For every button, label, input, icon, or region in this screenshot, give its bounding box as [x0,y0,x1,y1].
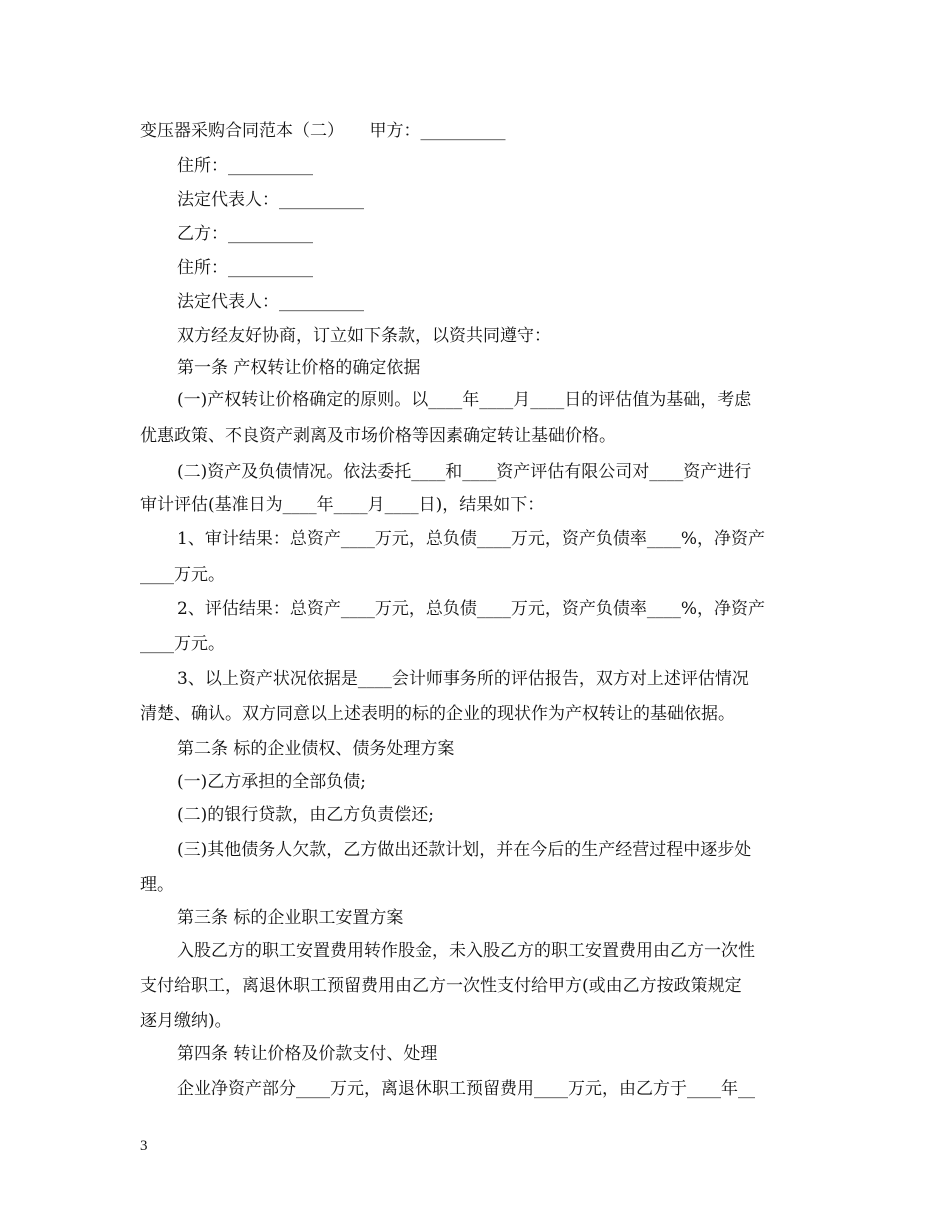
text-line: 优惠政策、不良资产剥离及市场价格等因素确定转让基础价格。 [140,426,616,446]
text-line: (一)乙方承担的全部负债; [177,772,366,792]
text-line: 理。 [140,875,174,895]
text-line: 支付给职工，离退休职工预留费用由乙方一次性支付给甲方(或由乙方按政策规定 [140,976,742,996]
text-line: 法定代表人：__________ [177,190,364,210]
text-line: (三)其他债务人欠款，乙方做出还款计划，并在今后的生产经营过程中逐步处 [177,840,752,860]
text-line: (二)的银行贷款，由乙方负责偿还; [177,805,434,825]
text-line: 企业净资产部分____万元，离退休职工预留费用____万元，由乙方于____年__ [177,1079,755,1099]
text-line: 双方经友好协商，订立如下条款，以资共同遵守： [177,326,551,346]
section-heading: 第三条 标的企业职工安置方案 [177,908,404,928]
text-line: 逐月缴纳)。 [140,1011,232,1031]
text-line: 入股乙方的职工安置费用转作股金，未入股乙方的职工安置费用由乙方一次性 [177,941,755,961]
page-number: 3 [140,1138,148,1154]
text-line: ____万元。 [140,565,225,585]
text-line: (二)资产及负债情况。依法委托____和____资产评估有限公司对____资产进行 [177,462,752,482]
text-line: 住所：__________ [177,258,313,278]
section-heading: 第四条 转让价格及价款支付、处理 [177,1044,438,1064]
text-line: 2、评估结果：总资产____万元，总负债____万元，资产负债率____%，净资产 [177,599,765,619]
text-line: ____万元。 [140,634,225,654]
section-heading: 第二条 标的企业债权、债务处理方案 [177,739,455,759]
section-heading: 第一条 产权转让价格的确定依据 [177,358,421,378]
text-line: 审计评估(基准日为____年____月____日)，结果如下： [140,495,545,515]
title-line: 变压器采购合同范本（二） 甲方：__________ [140,121,506,141]
text-line: 3、以上资产状况依据是____会计师事务所的评估报告，双方对上述评估情况 [177,669,749,689]
text-line: (一)产权转让价格确定的原则。以____年____月____日的评估值为基础，考虑 [177,390,752,410]
text-line: 乙方：__________ [177,224,313,244]
text-line: 清楚、确认。双方同意以上述表明的标的企业的现状作为产权转让的基础依据。 [140,704,735,724]
text-line: 住所：__________ [177,156,313,176]
text-line: 1、审计结果：总资产____万元，总负债____万元，资产负债率____%，净资产 [177,529,765,549]
text-line: 法定代表人：__________ [177,292,364,312]
